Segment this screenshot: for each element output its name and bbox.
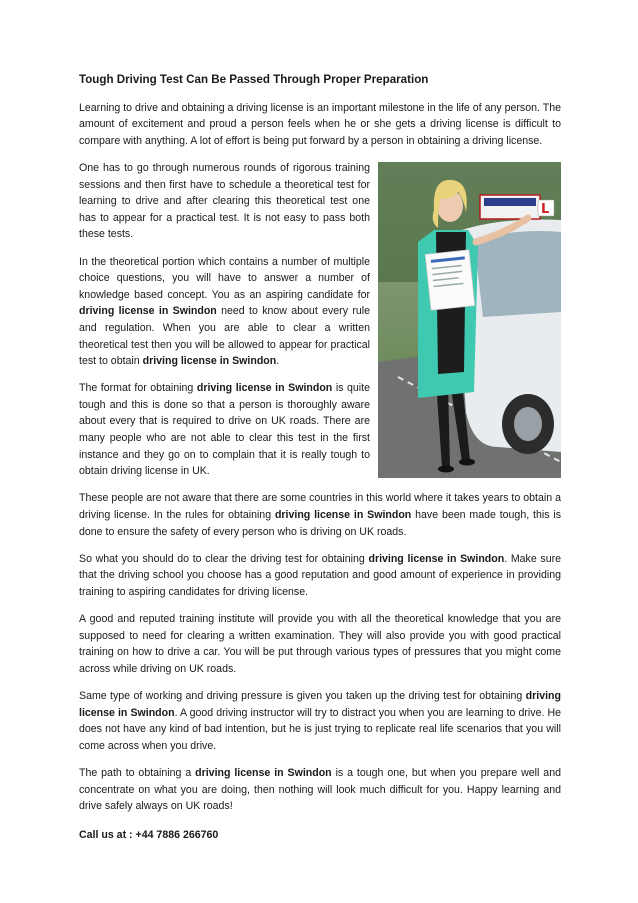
car-window xyxy=(474,231,561,317)
right-shoe xyxy=(459,458,475,465)
paragraph-countries: These people are not aware that there are some countries in this world where it takes years to obtain a driving license. In the rules for obtaining driving license in Swindon have been made tough, this is done to ensure the safety of every person who is driving on UK roads. xyxy=(79,492,561,538)
keyword-link: driving license in Swindon xyxy=(142,355,277,368)
keyword-link: driving license in Swindon xyxy=(196,382,333,395)
keyword-link: driving license in Swindon xyxy=(195,767,332,780)
keyword-link: driving license in Swindon xyxy=(79,305,217,318)
left-shoe xyxy=(438,465,454,472)
l-plate-letter: L xyxy=(541,201,550,217)
paragraph-format: The format for obtaining driving license in Swindon is quite tough and this is done so that a person is thoroughly aware about every that is required to drive on UK roads. There are many people who are not able to clear this test in the first instance and they go on to complain that it is really tough to obtain driving license in UK. xyxy=(79,382,370,478)
paragraph-theory: In the theoretical portion which contains a number of multiple choice questions, you will have to answer a number of knowledge based concept. You as an aspiring candidate for driving license in Swindon need to know about every rule and regulation. When you are able to clear a written theoretical test then you will be allowed to appear for practical test to obtain driving license in Swindon. xyxy=(79,255,371,368)
call-to-action: Call us at : +44 7886 266760 xyxy=(79,828,219,841)
keyword-link: driving license in Swindon xyxy=(368,552,505,565)
paragraph-pressure: Same type of working and driving pressure is given you taken up the driving test for obtaining driving license in Swindon. A good driving instructor will try to distract you when you are learning to drive. He does not have any kind of bad intention, but he is just trying to replicate real life scenarios that you will come across when you drive. xyxy=(79,690,562,752)
article xyxy=(79,72,561,844)
sign-banner xyxy=(484,198,536,206)
paragraph-tests: One has to go through numerous rounds of rigorous training sessions and then first have to schedule a theoretical test for learning to drive and after clearing this theoretical test one has to appear for a practical test. It is not easy to pass both these tests. xyxy=(79,161,370,241)
phone-number[interactable]: +44 7886 266760 xyxy=(135,828,219,841)
car-hubcap xyxy=(514,407,542,441)
keyword-link: driving license in Swindon xyxy=(274,509,412,522)
paragraph-driving-school: So what you should do to clear the driving test for obtaining driving license in Swindon. Make sure that the driving school you choose has a good reputation and good amount of experience in providing training to aspiring candidates for driving license. xyxy=(79,552,562,598)
paragraph-conclusion: The path to obtaining a driving license in Swindon is a tough one, but when you prepare well and concentrate on what you are doing, then nothing will look much difficult for you. Happy learning and drive safely always on UK roads! xyxy=(79,767,561,813)
keyword-link: driving license in Swindon xyxy=(79,690,561,719)
article-title: Tough Driving Test Can Be Passed Through Proper Preparation xyxy=(79,73,429,86)
paragraph-institute: A good and reputed training institute will provide you with all the theoretical knowledge that you are supposed to need for clearing a written examination. They will also provide you with good practical training on how to drive a car. You will be put through various types of pressures that you might come across while driving on UK roads. xyxy=(79,613,561,675)
paragraph-intro: Learning to drive and obtaining a driving license is an important milestone in the life of any person. The amount of excitement and proud a person feels when he or she gets a driving license is difficult to compare with anything. A lot of effort is being put forward by a person in obtaining a driving license. xyxy=(79,101,561,147)
student-with-certificate-photo xyxy=(378,162,561,478)
